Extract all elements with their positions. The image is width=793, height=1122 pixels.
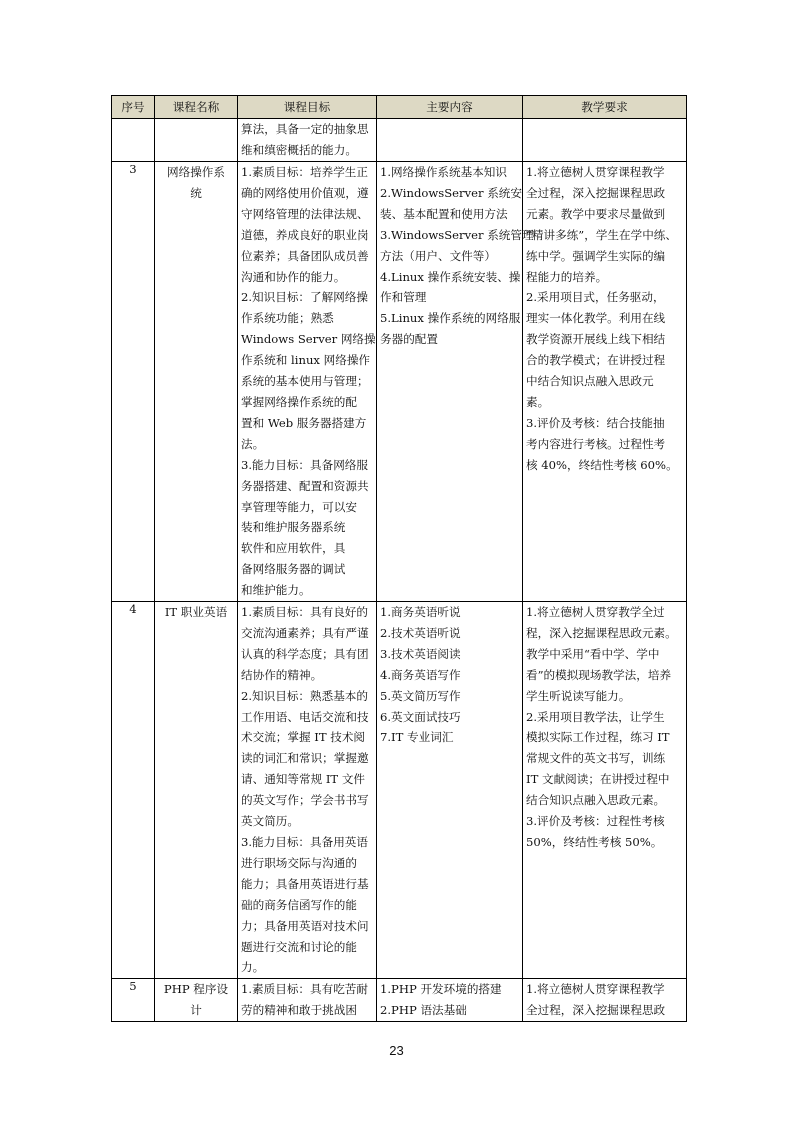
cell-course-name bbox=[155, 162, 238, 602]
cell-text-line: 5.英文简历写作 bbox=[380, 688, 461, 703]
cell-no bbox=[112, 119, 155, 162]
cell-text-line: 务器搭建、配置和资源共 bbox=[241, 478, 369, 493]
cell-text-line: 2.采用项目式，任务驱动， bbox=[526, 290, 665, 305]
cell-text-line: 作系统和 linux 网络操作 bbox=[241, 353, 371, 368]
cell-text-line: 教学中采用“看中学、学中 bbox=[526, 646, 660, 661]
cell-course-goal bbox=[238, 162, 377, 602]
cell-text-line: 装和维护服务器系统 bbox=[241, 520, 346, 535]
course-table bbox=[111, 95, 687, 1022]
cell-text-line: 请、通知等常规 IT 文件 bbox=[241, 772, 366, 787]
cell-text-line: 核 40%，终结性考核 60%。 bbox=[526, 457, 678, 472]
cell-text-line: 1.将立德树人贯穿教学全过 bbox=[526, 605, 665, 620]
cell-text-line: 守网络管理的法律法规、 bbox=[241, 206, 369, 221]
cell-text-line: 1.商务英语听说 bbox=[380, 605, 461, 620]
cell-course-goal bbox=[238, 602, 377, 979]
cell-text-line: 元素。教学中要求尽量做到 bbox=[526, 206, 666, 221]
cell-text-line: 4.Linux 操作系统安装、操 bbox=[380, 269, 521, 284]
cell-text-line: 模拟实际工作过程，练习 IT bbox=[526, 730, 670, 745]
cell-text-line: 术交流；掌握 IT 技术阅 bbox=[241, 730, 366, 745]
cell-text-line: 能力；具备用英语进行基 bbox=[241, 876, 369, 891]
cell-text-line: 交流沟通素养；具有严谨 bbox=[241, 625, 369, 640]
cell-text-line: 4.商务英语写作 bbox=[380, 667, 461, 682]
cell-text-line: 置和 Web 服务器搭建方 bbox=[241, 415, 367, 430]
cell-text-line: 力。 bbox=[241, 960, 265, 975]
header-teaching-requirement: 教学要求 bbox=[523, 96, 687, 119]
table-row bbox=[112, 979, 687, 1022]
cell-text-line: 结合知识点融入思政元素。 bbox=[526, 793, 666, 808]
table-row bbox=[112, 162, 687, 602]
cell-text-line: 程，深入挖掘课程思政元素。 bbox=[526, 625, 677, 640]
cell-text-line: 1.PHP 开发环境的搭建 bbox=[380, 982, 502, 997]
cell-text-line: 2.知识目标：了解网络操 bbox=[241, 290, 368, 305]
cell-text-line: 软件和应用软件，具 bbox=[241, 541, 346, 556]
cell-course-name bbox=[155, 979, 238, 1022]
cell-text-line: 统 bbox=[190, 185, 202, 200]
cell-text-line: PHP 程序设 bbox=[163, 982, 229, 997]
cell-text-line: 合的教学模式；在讲授过程 bbox=[526, 353, 666, 368]
cell-text-line: 础的商务信函写作的能 bbox=[241, 897, 357, 912]
cell-text-line: 法。 bbox=[241, 436, 265, 451]
cell-text-line: 结协作的精神。 bbox=[241, 667, 323, 682]
cell-text-line: 全过程，深入挖掘课程思政 bbox=[526, 185, 666, 200]
cell-text-line: 工作用语、电话交流和技 bbox=[241, 709, 369, 724]
cell-text-line: 认真的科学态度；具有团 bbox=[241, 646, 369, 661]
cell-main-content bbox=[377, 119, 523, 162]
cell-text-line: 3.能力目标：具备用英语 bbox=[241, 835, 368, 849]
cell-text-line: Windows Server 网络操 bbox=[241, 332, 376, 347]
cell-text-line: 练中学。强调学生实际的编 bbox=[526, 248, 666, 263]
cell-text-line: “精讲多练”，学生在学中练、 bbox=[526, 227, 677, 242]
cell-course-goal bbox=[238, 979, 377, 1022]
cell-course-goal bbox=[238, 119, 377, 162]
cell-text-line: 1.将立德树人贯穿课程教学 bbox=[526, 982, 665, 997]
cell-text-line: 中结合知识点融入思政元 bbox=[526, 374, 654, 389]
cell-text-line: 劳的精神和敢于挑战困 bbox=[241, 1003, 357, 1018]
cell-text-line: 常规文件的英文书写，训练 bbox=[526, 751, 666, 766]
cell-text-line: 50%，终结性考核 50%。 bbox=[526, 835, 663, 849]
header-no: 序号 bbox=[112, 96, 155, 119]
table-header-row bbox=[112, 96, 687, 119]
cell-text-line: 全过程，深入挖掘课程思政 bbox=[526, 1003, 666, 1018]
cell-text-line: 7.IT 专业词汇 bbox=[380, 730, 454, 745]
cell-text-line: IT 职业英语 bbox=[164, 605, 228, 620]
cell-text-line: 掌握网络操作系统的配 bbox=[241, 394, 357, 409]
cell-text-line: 2.知识目标：熟悉基本的 bbox=[241, 688, 368, 703]
cell-text-line: 算法，具备一定的抽象思 bbox=[241, 122, 369, 136]
cell-course-name bbox=[155, 119, 238, 162]
table-row bbox=[112, 602, 687, 979]
cell-main-content bbox=[377, 602, 523, 979]
cell-main-content bbox=[377, 162, 534, 602]
cell-text-line: 3.WindowsServer 系统管理 bbox=[380, 227, 534, 242]
cell-text-line: 务器的配置 bbox=[380, 332, 438, 347]
cell-text-line: 备网络服务器的调试 bbox=[241, 562, 346, 577]
cell-text-line: 2.PHP 语法基础 bbox=[380, 1003, 467, 1018]
cell-text-line: 计 bbox=[190, 1003, 202, 1018]
cell-text-line: 作系统功能；熟悉 bbox=[241, 311, 334, 326]
cell-text-line: 理实一体化教学。利用在线 bbox=[526, 311, 666, 326]
cell-text-line: 学生听说读写能力。 bbox=[526, 688, 631, 703]
cell-text-line: 网络操作系 bbox=[167, 165, 225, 179]
cell-text-line: 题进行交流和讨论的能 bbox=[241, 939, 357, 954]
cell-text-line: 和维护能力。 bbox=[241, 583, 311, 598]
cell-text-line: 道德，养成良好的职业岗 bbox=[241, 227, 369, 242]
cell-teaching-requirement bbox=[523, 602, 687, 979]
cell-text-line: 位素养；具备团队成员善 bbox=[241, 248, 369, 263]
cell-text-line: 方法（用户、文件等） bbox=[380, 248, 496, 263]
cell-text-line: 1.将立德树人贯穿课程教学 bbox=[526, 165, 665, 179]
cell-text-line: 教学资源开展线上线下相结 bbox=[526, 332, 666, 347]
cell-text-line: 系统的基本使用与管理； bbox=[241, 374, 369, 389]
cell-text-line: 程能力的培养。 bbox=[526, 269, 608, 284]
cell-text-line: 2.采用项目教学法，让学生 bbox=[526, 709, 665, 724]
cell-text-line: 读的词汇和常识；掌握邀 bbox=[241, 751, 369, 766]
cell-no: 5 bbox=[112, 979, 155, 1022]
cell-text-line: 2.技术英语听说 bbox=[380, 625, 461, 640]
cell-text-line: 确的网络使用价值观，遵 bbox=[241, 185, 369, 200]
cell-text-line: 作和管理 bbox=[380, 290, 427, 305]
cell-text-line: 3.评价及考核：过程性考核 bbox=[526, 814, 665, 829]
cell-text-line: 考内容进行考核。过程性考 bbox=[526, 436, 666, 451]
cell-text-line: 2.WindowsServer 系统安 bbox=[380, 185, 522, 200]
cell-text-line: 英文简历。 bbox=[241, 814, 299, 829]
cell-text-line: 力；具备用英语对技术问 bbox=[241, 918, 369, 933]
cell-text-line: 享管理等能力，可以安 bbox=[241, 499, 357, 514]
cell-text-line: 3.评价及考核：结合技能抽 bbox=[526, 415, 665, 430]
cell-no: 3 bbox=[112, 162, 155, 602]
cell-text-line: 1.素质目标：培养学生正 bbox=[241, 165, 368, 179]
cell-teaching-requirement bbox=[523, 119, 687, 162]
cell-text-line: 看”的模拟现场教学法，培养 bbox=[526, 667, 672, 682]
cell-main-content bbox=[377, 979, 523, 1022]
cell-text-line: 素。 bbox=[526, 394, 550, 409]
cell-text-line: 维和缜密概括的能力。 bbox=[241, 142, 357, 157]
cell-teaching-requirement bbox=[523, 979, 687, 1022]
cell-text-line: 1.网络操作系统基本知识 bbox=[380, 165, 507, 179]
cell-text-line: 6.英文面试技巧 bbox=[380, 709, 461, 724]
header-main-content: 主要内容 bbox=[377, 96, 523, 119]
cell-text-line: 1.素质目标：具有良好的 bbox=[241, 605, 368, 620]
cell-text-line: 3.能力目标：具备网络服 bbox=[241, 457, 368, 472]
header-course-goal: 课程目标 bbox=[238, 96, 377, 119]
page-number: 23 bbox=[389, 1043, 404, 1058]
cell-text-line: IT 文献阅读；在讲授过程中 bbox=[526, 772, 670, 787]
table-row bbox=[112, 119, 687, 162]
header-course-name: 课程名称 bbox=[155, 96, 238, 119]
cell-text-line: 5.Linux 操作系统的网络服 bbox=[380, 311, 521, 326]
cell-text-line: 沟通和协作的能力。 bbox=[241, 269, 346, 284]
cell-text-line: 1.素质目标：具有吃苦耐 bbox=[241, 982, 368, 997]
cell-text-line: 进行职场交际与沟通的 bbox=[241, 855, 357, 870]
cell-text-line: 3.技术英语阅读 bbox=[380, 646, 461, 661]
cell-course-name bbox=[155, 602, 238, 979]
cell-text-line: 的英文写作；学会书书写 bbox=[241, 793, 369, 808]
cell-no: 4 bbox=[112, 602, 155, 979]
cell-teaching-requirement bbox=[523, 162, 687, 602]
cell-text-line: 装、基本配置和使用方法 bbox=[380, 206, 508, 221]
